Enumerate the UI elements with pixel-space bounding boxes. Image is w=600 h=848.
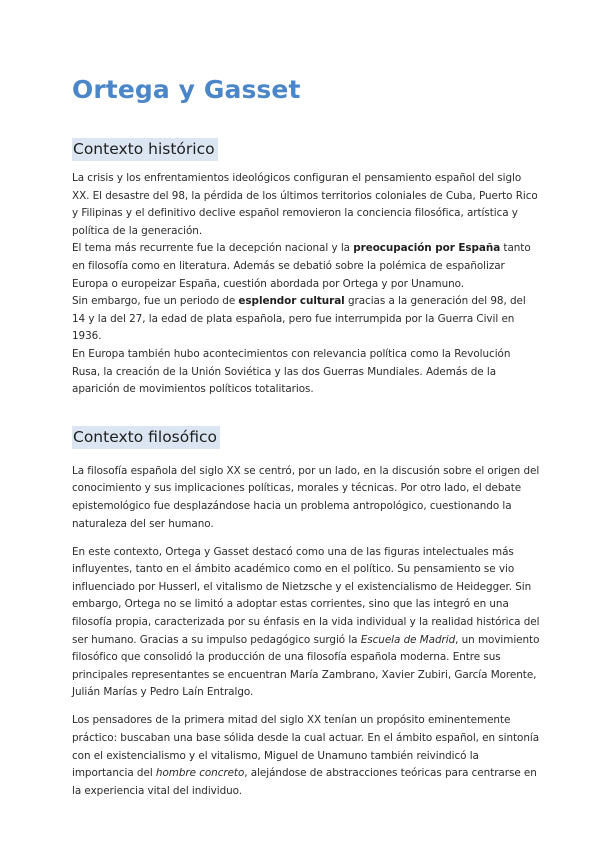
text-run: Los pensadores de la primera mitad del siglo XX tenían un propósito eminentemente práctico: buscaban una base sólida desde la cual actuar. En el ámbito español, en sintonía con el existencialismo y el vitalismo, Miguel de Unamuno también reivindicó la importancia del xyxy=(72,714,540,780)
text-run: , un movimiento filosófico que consolidó la producción de una filosofía española moderna. Entre sus principales representantes se encuentran María Zambrano, Xavier Zubiri, García Morente, Julián Marías y Pedro Laín Entralgo. xyxy=(72,633,540,699)
paragraph xyxy=(72,293,540,346)
paragraph xyxy=(72,544,540,702)
text-run: La filosofía española del siglo XX se centró, por un lado, en la discusión sobre el origen del conocimiento y sus implicaciones políticas, morales y técnicas. Por otro lado, el debate epistemológico fue desplazándose hacia un problema antropológico, cuestionando la naturaleza del ser humano. xyxy=(72,464,540,530)
text-run: Sin embargo, fue un periodo de xyxy=(72,295,239,308)
bold-phrase: esplendor cultural xyxy=(238,295,345,308)
text-run: En este contexto, Ortega y Gasset destacó como una de las figuras intelectuales más influyentes, tanto en el ámbito académico como en el político. Su pensamiento se vio influenciado por Husserl, el vitalismo de Nietzsche y el existencialismo de Heidegger. Sin embargo, Ortega no se limitó a adoptar estas corrientes, sino que las integró en una filosofía propia, caracterizada por su énfasis en la vida individual y la realidad histórica del ser humano. Gracias a su impulso pedagógico surgió la xyxy=(72,545,540,646)
section-historical-context xyxy=(72,138,540,399)
section-heading-philosophical: Contexto filosófico xyxy=(72,426,220,449)
italic-phrase: Escuela de Madrid xyxy=(360,633,456,646)
section-heading-historical: Contexto histórico xyxy=(72,138,218,161)
text-run: En Europa también hubo acontecimientos con relevancia política como la Revolución Rusa, la creación de la Unión Soviética y las dos Guerras Mundiales. Además de la aparición de movimientos políticos totalitarios. xyxy=(72,347,511,396)
paragraph xyxy=(72,346,540,399)
italic-phrase: hombre concreto xyxy=(155,767,245,780)
paragraph xyxy=(72,712,540,800)
text-run: gracias a la generación del 98, del 14 y la del 27, la edad de plata española, pero fue interrumpida por la Guerra Civil en 1936. xyxy=(72,295,526,343)
text-run: tanto en filosofía como en literatura. Además se debatió sobre la polémica de españolizar Europa o europeizar España, cuestión abordada por Ortega y por Unamuno. xyxy=(72,242,531,290)
text-run: , alejándose de abstracciones teóricas para centrarse en la experiencia vital del individuo. xyxy=(72,767,537,797)
paragraph xyxy=(72,463,540,533)
text-run: La crisis y los enfrentamientos ideológicos configuran el pensamiento español del siglo XX. El desastre del 98, la pérdida de los últimos territorios coloniales de Cuba, Puerto Rico y Filipinas y el definitivo declive español removieron la conciencia filosófica, artística y política de la generación. xyxy=(72,172,538,237)
paragraph xyxy=(72,170,540,240)
bold-phrase: preocupación por España xyxy=(353,242,501,255)
document-title: Ortega y Gasset xyxy=(72,75,301,104)
text-run: El tema más recurrente fue la decepción nacional y la xyxy=(72,242,354,255)
paragraph xyxy=(72,240,540,293)
section-philosophical-context xyxy=(72,399,540,801)
